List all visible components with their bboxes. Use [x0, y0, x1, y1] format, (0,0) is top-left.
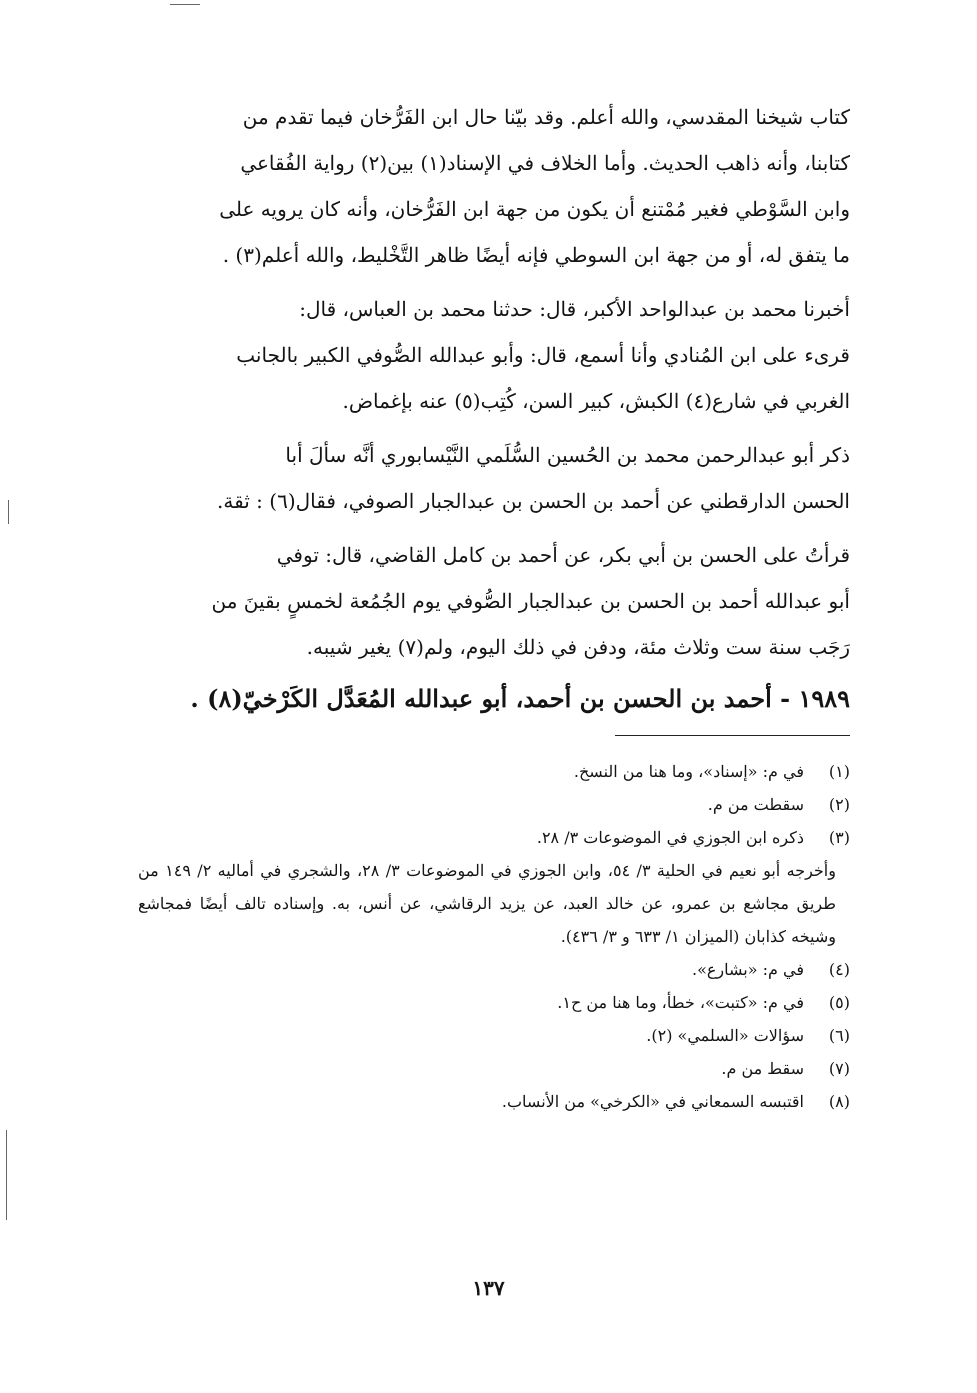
- footnotes: [138, 755, 850, 1118]
- footnote-number: (٢): [828, 795, 850, 814]
- footnote-4: [138, 953, 850, 986]
- footnote-number: (٣): [828, 828, 850, 847]
- footnote-2: [138, 788, 850, 821]
- text-line: الغربي في شارع(٤) الكبش، كبير السن، كُتِب(٥) عنه بإغماض.: [342, 389, 850, 413]
- entry-heading: ١٩٨٩ - أحمد بن الحسن بن أحمد، أبو عبدالله المُعَدَّل الكَرْخيّ(٨) .: [190, 684, 850, 713]
- text-line: الحسن الدارقطني عن أحمد بن الحسن بن عبدالجبار الصوفي، فقال(٦) : ثقة.: [217, 489, 850, 513]
- footnote-6: [138, 1019, 850, 1052]
- footnote-text: في م: «بشارع».: [692, 960, 804, 979]
- footnote-text: في م: «إسناد»، وما هنا من النسخ.: [573, 762, 804, 781]
- footnote-3-continuation: وأخرجه أبو نعيم في الحلية ٣/ ٥٤، وابن الجوزي في الموضوعات ٣/ ٢٨، والشجري في أماليه ٢/ ١٤٩ من طريق مجاشع بن عمرو، عن خالد العبد، عن يزيد الرقاشي، عن أنس، به. وإسناده تالف أيضًا فمجاشع وشيخه كذابان (الميزان ١/ ٦٣٣ و ٣/ ٤٣٦).: [138, 861, 836, 946]
- paragraph-1: [138, 94, 850, 278]
- text-line: وابن السَّوْطي فغير مُمْتنع أن يكون من جهة ابن الفَرُّخان، وأنه كان يرويه على: [219, 197, 850, 221]
- paragraph-4: [138, 532, 850, 670]
- footnote-text: في م: «كتبت»، خطأ، وما هنا من ح١.: [557, 993, 804, 1012]
- footnote-text: اقتبسه السمعاني في «الكرخي» من الأنساب.: [501, 1092, 804, 1111]
- footnote-number: (٨): [828, 1092, 850, 1111]
- scan-mark-top: [170, 4, 200, 5]
- footnote-number: (٧): [828, 1059, 850, 1078]
- footnote-text: سقط من م.: [721, 1059, 804, 1078]
- paragraph-2: [138, 286, 850, 424]
- footnote-number: (٤): [828, 960, 850, 979]
- footnote-text: ذكره ابن الجوزي في الموضوعات ٣/ ٢٨.: [536, 828, 804, 847]
- text-line: كتابنا، وأنه ذاهب الحديث. وأما الخلاف في الإسناد(١) بين(٢) رواية الفُقاعي: [240, 151, 850, 175]
- text-line: أخبرنا محمد بن عبدالواحد الأكبر، قال: حدثنا محمد بن العباس، قال:: [299, 297, 850, 321]
- footnote-number: (٦): [828, 1026, 850, 1045]
- footnote-number: (١): [828, 762, 850, 781]
- text-line: أبو عبدالله أحمد بن الحسن بن عبدالجبار الصُّوفي يوم الجُمُعة لخمسٍ بقينَ من: [211, 589, 850, 613]
- footnote-1: [138, 755, 850, 788]
- page-number: ١٣٧: [472, 1276, 505, 1300]
- text-line: كتاب شيخنا المقدسي، والله أعلم. وقد بيّنا حال ابن الفَرُّخان فيما تقدم من: [242, 105, 850, 129]
- text-line: قرىء على ابن المُنادي وأنا أسمع، قال: وأبو عبدالله الصُّوفي الكبير بالجانب: [236, 343, 850, 367]
- paragraph-3: [138, 432, 850, 524]
- text-line: قرأتُ على الحسن بن أبي بكر، عن أحمد بن كامل القاضي، قال: توفي: [276, 543, 850, 567]
- scan-mark-left: [8, 500, 9, 524]
- text-line: رَجَب سنة ست وثلاث مئة، ودفن في ذلك اليوم، ولم(٧) يغير شيبه.: [306, 635, 850, 659]
- text-line: ما يتفق له، أو من جهة ابن السوطي فإنه أيضًا ظاهر التَّخْليط، والله أعلم(٣) .: [222, 243, 850, 267]
- footnote-3: [138, 821, 850, 854]
- footnote-number: (٥): [828, 993, 850, 1012]
- footnote-text: سؤالات «السلمي» (٢).: [646, 1026, 804, 1045]
- footnote-divider: [615, 735, 850, 736]
- text-line: ذكر أبو عبدالرحمن محمد بن الحُسين السُّلَمي النَّيْسابوري أنَّه سألَ أبا: [285, 443, 850, 467]
- footnote-7: [138, 1052, 850, 1085]
- footnote-text: سقطت من م.: [707, 795, 804, 814]
- footnote-8: [138, 1085, 850, 1118]
- scan-mark-left-bottom: [6, 1130, 7, 1220]
- footnote-5: [138, 986, 850, 1019]
